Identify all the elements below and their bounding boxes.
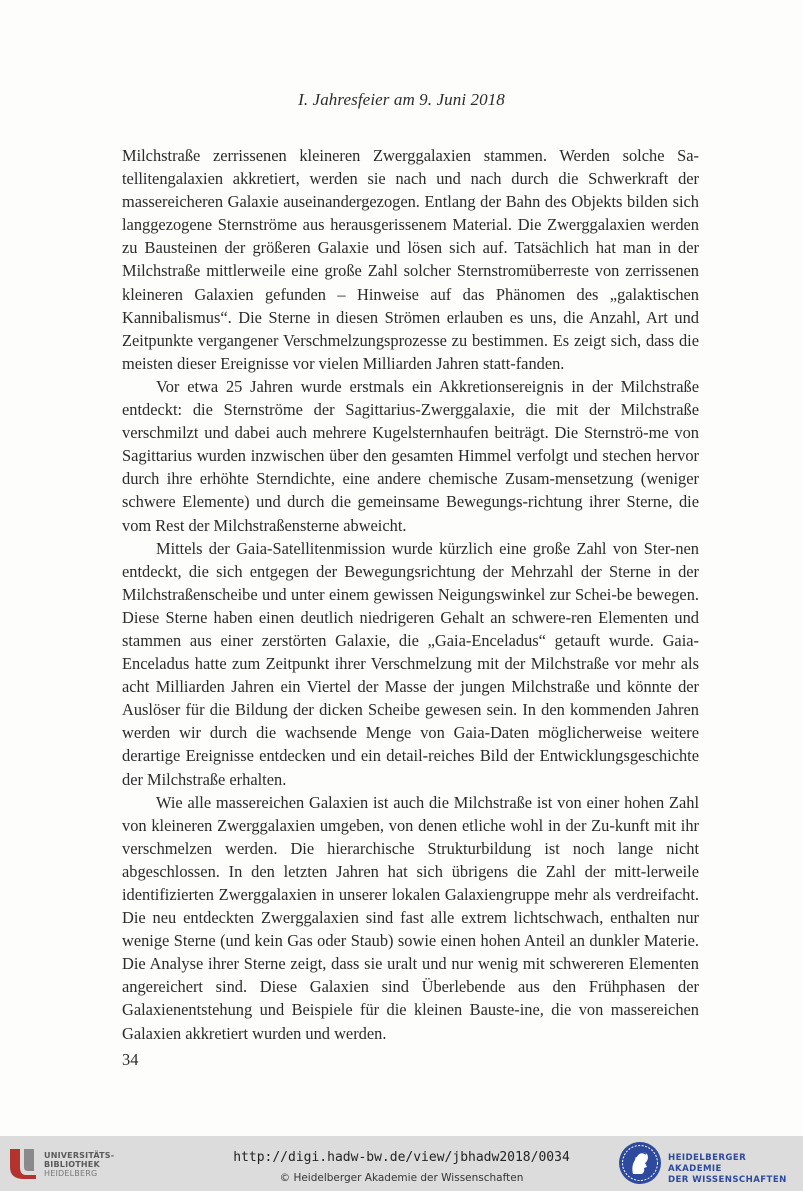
body-text <box>122 144 699 1045</box>
page-number: 34 <box>122 1050 139 1069</box>
ub-logo-line3: HEIDELBERG <box>44 1169 98 1178</box>
paragraph: Mittels der Gaia-Satellitenmission wurde kürzlich eine große Zahl von Ster-nen entdeckt, die sich entgegen der Bewegungsrichtung der Mehrzahl der Sterne in der Milchstraßenscheibe und unter einem gewissen Neigungswinkel zur Schei-be bewegen. Diese Sterne haben einen deutlich niedrigeren Gehalt an schwere-ren Elementen und stammen aus einer zerstörten Galaxie, die „Gaia-Enceladus“ getauft wurde. Gaia-Enceladus hatte zum Zeitpunkt ihrer Verschmelzung mit der Milchstraße vor mehr als acht Milliarden Jahren ein Viertel der Masse der jungen Milchstraße und könnte der Auslöser für die Bildung der dicken Scheibe gewesen sein. In den kommenden Jahren werden wir durch die wachsende Menge von Gaia-Daten möglicherweise weitere derartige Ereignisse entdecken und ein detail-reiches Bild der Entwicklungsgeschichte der Milchstraße erhalten. <box>122 538 699 789</box>
academy-seal-icon <box>618 1140 662 1186</box>
viewer-footer <box>0 1136 803 1191</box>
academy-logo-line1: HEIDELBERGER AKADEMIE <box>668 1153 747 1174</box>
running-head: I. Jahresfeier am 9. Juni 2018 <box>298 90 505 109</box>
permalink-url[interactable]: http://digi.hadw-bw.de/view/jbhadw2018/0034 <box>233 1150 570 1165</box>
ub-logo-line2: BIBLIOTHEK <box>44 1160 100 1169</box>
paragraph: Milchstraße zerrissenen kleineren Zwerggalaxien stammen. Werden solche Sa-tellitengalaxien akkretiert, werden sie nach und nach durch die Schwerkraft der massereicheren Galaxie auseinandergezogen. Entlang der Bahn des Objekts bilden sich langgezogene Sternströme aus herausgerissenem Material. Die Zwerggalaxien werden zu Bausteinen der größeren Galaxie und lösen sich auf. Tatsächlich hat man in der Milchstraße mittlerweile eine große Zahl solcher Sternstromüberreste von zerrissenen kleineren Galaxien gefunden – Hinweise auf das Phänomen des „galaktischen Kannibalismus“. Die Sterne in diesen Strömen erlauben es uns, die Anzahl, Art und Zeitpunkte vergangener Verschmelzungsprozesse zu bestimmen. Es zeigt sich, dass die meisten dieser Ereignisse vor vielen Milliarden Jahren statt-fanden. <box>122 146 699 373</box>
copyright-notice: © Heidelberger Akademie der Wissenschaften <box>279 1172 524 1184</box>
paragraph: Wie alle massereichen Galaxien ist auch die Milchstraße ist von einer hohen Zahl von kleineren Zwerggalaxien umgeben, von denen etliche wohl in der Zu-kunft mit ihr verschmelzen werden. Die hierarchische Strukturbildung ist noch lange nicht abgeschlossen. In den letzten Jahren hat sich übrigens die Zahl der mitt-lerweile identifizierten Zwerggalaxien in unserer lokalen Galaxiengruppe mehr als verdreifacht. Die neu entdeckten Zwerggalaxien sind fast alle extrem lichtschwach, enthalten nur wenige Sterne (und kein Gas oder Staub) sowie einen hohen Anteil an dunkler Materie. Die Analyse ihrer Sterne zeigt, dass sie uralt und nur wenig mit schwereren Elementen angereichert sind. Diese Galaxien sind Überlebende aus den Frühphasen der Galaxienentstehung und Beispiele für die kleinen Bauste-ine, die von massereichen Galaxien akkretiert wurden und werden. <box>122 792 699 1043</box>
ub-logo-line1: UNIVERSITÄTS- <box>44 1151 115 1160</box>
academy-logo-line2: DER WISSENSCHAFTEN <box>668 1175 787 1185</box>
academy-logo[interactable] <box>618 1139 803 1189</box>
paragraph: Vor etwa 25 Jahren wurde erstmals ein Akkretionsereignis in der Milchstraße entdeckt: die Sternströme der Sagittarius-Zwerggalaxie, die mit der Milchstraße verschmilzt und dabei auch mehrere Kugelsternhaufen beiträgt. Die Sternströ-me von Sagittarius wurden inzwischen über den gesamten Himmel verfolgt und stechen hervor durch ihre erhöhte Sterndichte, eine andere chemische Zusam-mensetzung (weniger schwere Elemente) und durch die gemeinsame Bewegungs-richtung ihrer Sterne, die vom Rest der Milchstraßensterne abweicht. <box>122 376 699 535</box>
